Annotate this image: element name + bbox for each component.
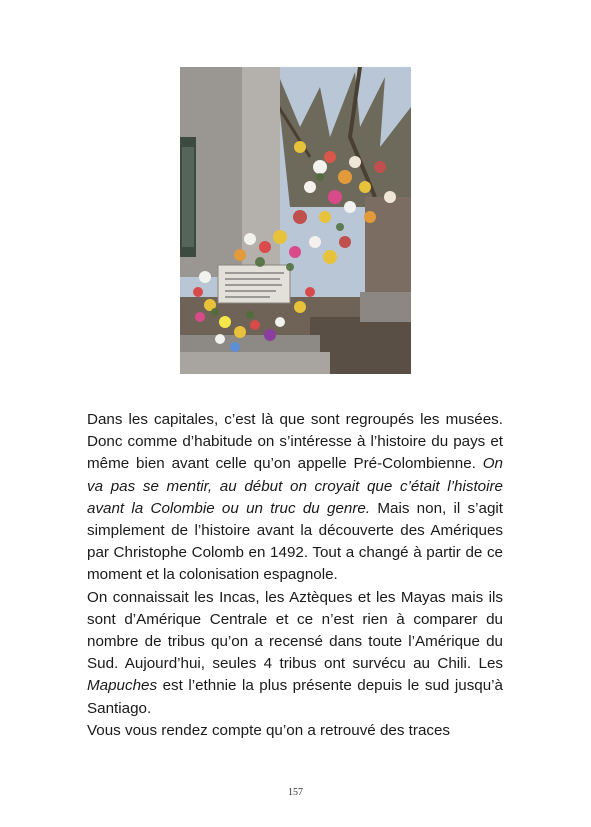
body-text [87,409,503,742]
text-span: est l’ethnie la plus présente depuis le sud jusqu’à Santiago. [87,677,503,717]
text-span: Mais non, il s’agit simplement de l’histoire avant la découverte des Amériques par Christophe Colomb en 1492. Tout a changé à partir de ce moment et la colonisation espagnole. [87,499,503,584]
paragraph [87,720,503,742]
paragraph [87,409,503,587]
text-span: On connaissait les Incas, les Aztèques et les Mayas mais ils sont d’Amérique Centrale et ce n’est rien à comparer du nombre de tribus qu’on a recensé dans toute l’Amérique du Sud. Aujourd’hui, seules 4 tribus ont survécu au Chili. Les [87,588,503,673]
cemetery-grave-photo [180,67,411,374]
paragraph [87,587,503,720]
italic-text-span: Mapuches [87,677,158,695]
italic-text-span: On va pas se mentir, au début on croyait que c’était l’histoire avant la Colombie ou un truc du genre. [87,455,503,517]
text-span: Dans les capitales, c’est là que sont regroupés les musées. Donc comme d’habitude on s’intéresse à l’histoire du pays et même bien avant celle qu’on appelle Pré-Colombienne. [87,411,503,473]
page-number: 157 [288,787,303,798]
text-span: Vous vous rendez compte qu’on a retrouvé des traces [87,721,451,739]
